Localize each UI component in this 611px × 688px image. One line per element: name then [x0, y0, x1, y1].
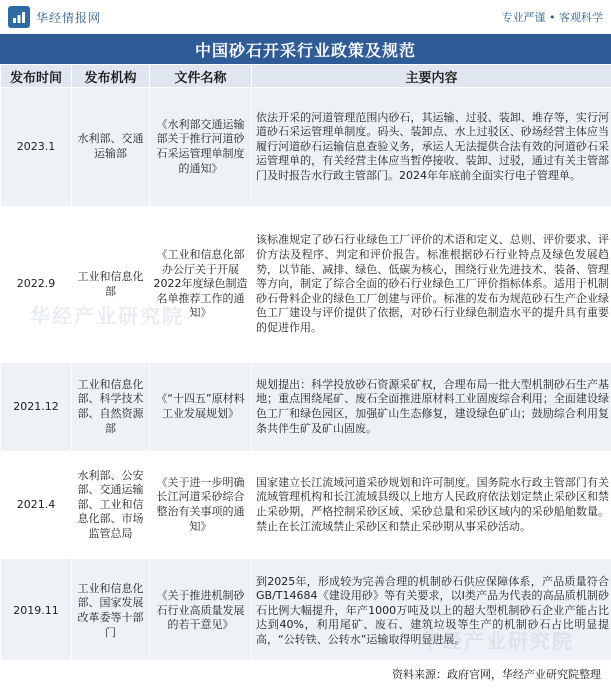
table-row: [1, 363, 611, 452]
brand: [8, 6, 101, 28]
row-date: 2019.11: [1, 559, 72, 664]
row-org: 工业和信息化部、国家发展改革委等十部门: [72, 559, 150, 664]
row-doc: 《水利部交通运输部关于推行河道砂石采运管理单制度的通知》: [150, 88, 252, 207]
row-org: 工业和信息化部: [72, 207, 150, 363]
table-header-row: [1, 65, 611, 88]
row-doc: 《工业和信息化部办公厅关于开展2022年度绿色制造名单推荐工作的通知》: [150, 207, 252, 363]
row-date: 2022.9: [1, 207, 72, 363]
header-org: 发布机构: [72, 65, 150, 88]
row-org: 水利部、公安部、交通运输部、工业和信息化部、市场监管总局: [72, 452, 150, 559]
row-doc: 《关于推进机制砂石行业高质量发展的若干意见》: [150, 559, 252, 664]
source-note: 资料来源：政府官网，华经产业研究院整理: [0, 660, 611, 688]
row-org: 水利部、交通运输部: [72, 88, 150, 207]
row-content: 规划提出：科学投放砂石资源采矿权，合理布局一批大型机制砂石生产基地；重点围绕尾矿、废石全面推进原材料工业固废综合利用；全面建设绿色工厂和绿色园区，加强矿山生态修复，建设绿色矿山；鼓励综合利用复条共伴生矿及矿山固废。: [252, 363, 611, 452]
page-title: 中国砂石开采行业政策及规范: [0, 34, 611, 64]
brand-logo-icon: [8, 6, 30, 28]
row-date: 2023.1: [1, 88, 72, 207]
top-bar: [0, 0, 611, 34]
row-doc: 《关于进一步明确长江河道采砂综合整治有关事项的通知》: [150, 452, 252, 559]
row-date: 2021.4: [1, 452, 72, 559]
header-date: 发布时间: [1, 65, 72, 88]
table-row: [1, 88, 611, 207]
brand-name: 华经情报网: [36, 10, 102, 25]
row-content: 该标准规定了砂石行业绿色工厂评价的术语和定义、总则、评价要求、评价方法及程序、判定和评价报告。标准根据砂石行业特点及绿色发展趋势，以节能、减排、绿色、低碳为核心，围绕行业先进技术、装备、管理等方向，制定了综合全面的砂石行业绿色工厂评价指标体系。适用于机制砂石骨料企业的绿色工厂创建与评价。标准的发布为规范砂石生产企业绿色工厂建设与评价提供了依据，对砂石行业绿色制造水平的提升具有重要的促进作用。: [252, 207, 611, 363]
brand-slogan: 专业严谨 • 客观科学: [501, 11, 603, 24]
table-row: [1, 452, 611, 559]
row-org: 工业和信息化部、科学技术部、自然资源部: [72, 363, 150, 452]
row-doc: 《“十四五”原材料工业发展规划》: [150, 363, 252, 452]
row-content: 国家建立长江流域河道采砂规划和许可制度。国务院水行政主管部门有关流域管理机构和长江流域县级以上地方人民政府依法划定禁止采砂区和禁止采砂期，严格控制采砂区域、采砂总量和采砂区域内的采砂船舶数量。禁止在长江流域禁止采砂区和禁止采砂期从事采砂活动。: [252, 452, 611, 559]
policy-table: [0, 64, 611, 664]
table-row: [1, 207, 611, 363]
row-content: 依法开采的河道管理范围内砂石，其运输、过驳、装卸、堆存等，实行河道砂石采运管理单制度。码头、装卸点、水上过驳区、砂场经营主体应当履行河道砂石运输信息查验义务，承运人无法提供合法有效的河道砂石采运管理单的，有关经营主体应当暂停接收、装卸、过驳，通过有关主管部门及时报告水行政主管部门。2024年年底前全面实行电子管理单。: [252, 88, 611, 207]
row-date: 2021.12: [1, 363, 72, 452]
row-content: 到2025年，形成较为完善合理的机制砂石供应保障体系，产品质量符合GB/T14684《建设用砂》等有关要求，以I类产品为代表的高品质机制砂石比例大幅提升，年产1000万吨及以上的超大型机制砂石企业产能占比达到40%，利用尾矿、废石、建筑垃圾等生产的机制砂石占比明显提高，“公转铁、公转水”运输取得明显进展。: [252, 559, 611, 664]
table-row: [1, 559, 611, 664]
header-doc: 文件名称: [150, 65, 252, 88]
header-content: 主要内容: [252, 65, 611, 88]
